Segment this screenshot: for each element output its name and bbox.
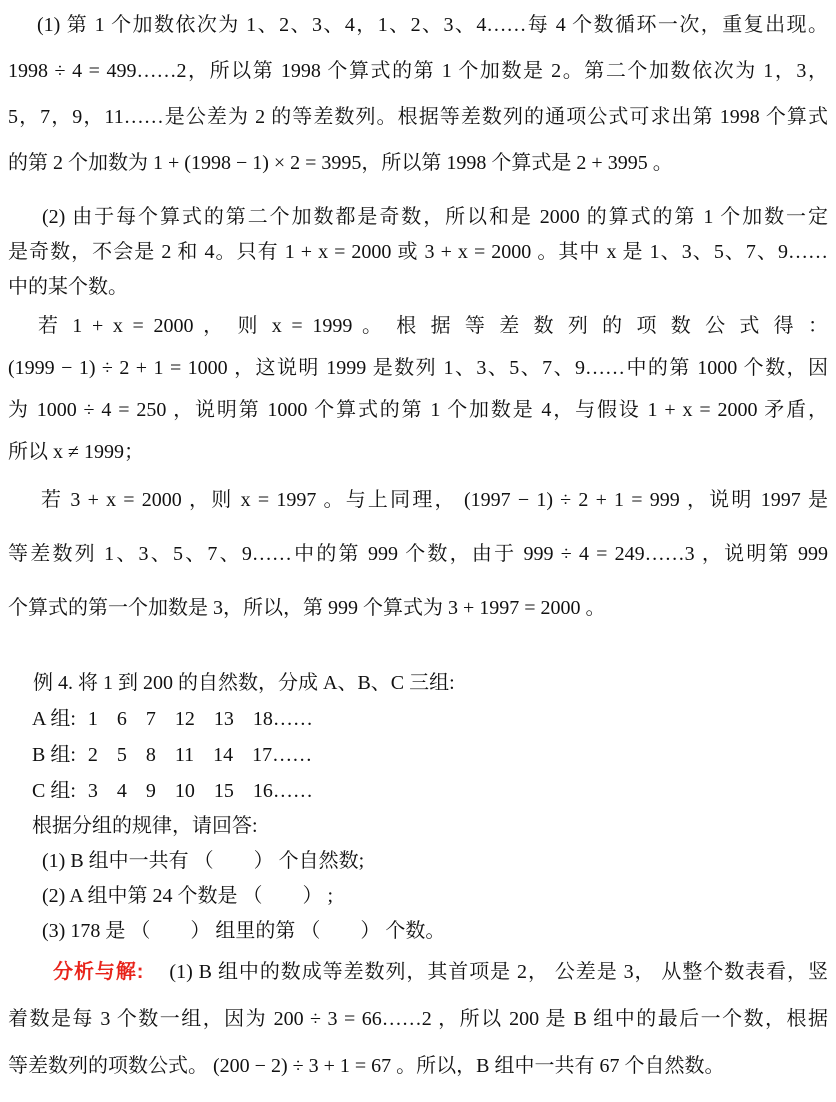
analysis-section	[8, 949, 828, 1090]
group-row-b	[8, 737, 828, 773]
solution-line: 等差数列 1、3、5、7、9……中的第 999 个数，由于 999 ÷ 4 = 249……3 ，说明第 999	[8, 543, 828, 565]
group-label: C 组:	[32, 780, 76, 802]
group-row-a	[8, 701, 828, 737]
solution-line: (1999 − 1) ÷ 2 + 1 = 1000 ，这说明 1999 是数列 1、3、5、7、9……中的第 1000 个数，因	[8, 357, 828, 379]
question-item: (2) A 组中第 24 个数是 （ ） ;	[42, 885, 334, 907]
example-4-questions	[8, 809, 828, 949]
analysis-line: 等差数列的项数公式。 (200 − 2) ÷ 3 + 1 = 67 。所以，B 组中一共有 67 个自然数。	[8, 1055, 725, 1077]
analysis-label: 分析与解:	[53, 961, 144, 983]
solution-line: 若 3 + x = 2000 ，则 x = 1997 。与上同理， (1997 − 1) ÷ 2 + 1 = 999 ，说明 1997 是	[41, 489, 828, 511]
solution-line: 中的某个数。	[8, 276, 128, 298]
solution-line: 个算式的第一个加数是 3，所以，第 999 个算式为 3 + 1997 = 2000 。	[8, 597, 606, 619]
solution-line: 若 1 + x = 2000 ， 则 x = 1999 。 根 据 等 差 数 列 的 项 数 公 式 得 ：	[38, 315, 828, 337]
group-label: B 组:	[32, 744, 76, 766]
question-item: (3) 178 是 （ ） 组里的第 （ ） 个数。	[42, 920, 446, 942]
analysis-first-line	[8, 949, 828, 996]
solution-part-2	[8, 200, 828, 305]
solution-part-1	[8, 0, 828, 186]
solution-line: 为 1000 ÷ 4 = 250 ，说明第 1000 个算式的第 1 个加数是 4，与假设 1 + x = 2000 矛盾，	[8, 399, 828, 421]
solution-line: 所以 x ≠ 1999；	[8, 441, 144, 463]
solution-line: 1998 ÷ 4 = 499……2，所以第 1998 个算式的第 1 个加数是 2。第二个加数依次为 1，3，	[8, 60, 828, 82]
solution-case-2	[8, 473, 828, 635]
question-item: (1) B 组中一共有 （ ） 个自然数;	[42, 850, 365, 872]
group-label: A 组:	[32, 708, 76, 730]
solution-case-1	[8, 305, 828, 473]
group-numbers: 3 4 9 10 15 16……	[87, 780, 313, 802]
example-4	[8, 665, 828, 809]
analysis-line: 着数是每 3 个数一组，因为 200 ÷ 3 = 66……2 ，所以 200 是 B 组中的最后一个数，根据	[8, 1008, 828, 1030]
example-title: 例 4. 将 1 到 200 的自然数，分成 A、B、C 三组:	[33, 672, 455, 694]
questions-prompt: 根据分组的规律，请回答:	[32, 815, 258, 837]
solution-line: 的第 2 个加数为 1 + (1998 − 1) × 2 = 3995，所以第 1998 个算式是 2 + 3995 。	[8, 152, 673, 174]
solution-line: 5，7，9，11……是公差为 2 的等差数列。根据等差数列的通项公式可求出第 1998 个算式	[8, 106, 828, 128]
group-row-c	[8, 773, 828, 809]
analysis-text: (1) B 组中的数成等差数列，其首项是 2， 公差是 3， 从整个数表看，竖	[169, 961, 828, 983]
solution-line: (1) 第 1 个加数依次为 1、2、3、4，1、2、3、4……每 4 个数循环一次，重复出现。	[37, 14, 828, 36]
group-numbers: 1 6 7 12 13 18……	[87, 708, 313, 730]
group-numbers: 2 5 8 11 14 17……	[87, 744, 313, 766]
solution-line: (2) 由于每个算式的第二个加数都是奇数，所以和是 2000 的算式的第 1 个加数一定	[42, 206, 828, 228]
solution-line: 是奇数，不会是 2 和 4。只有 1 + x = 2000 或 3 + x = 2000 。其中 x 是 1、3、5、7、9……	[8, 241, 828, 263]
